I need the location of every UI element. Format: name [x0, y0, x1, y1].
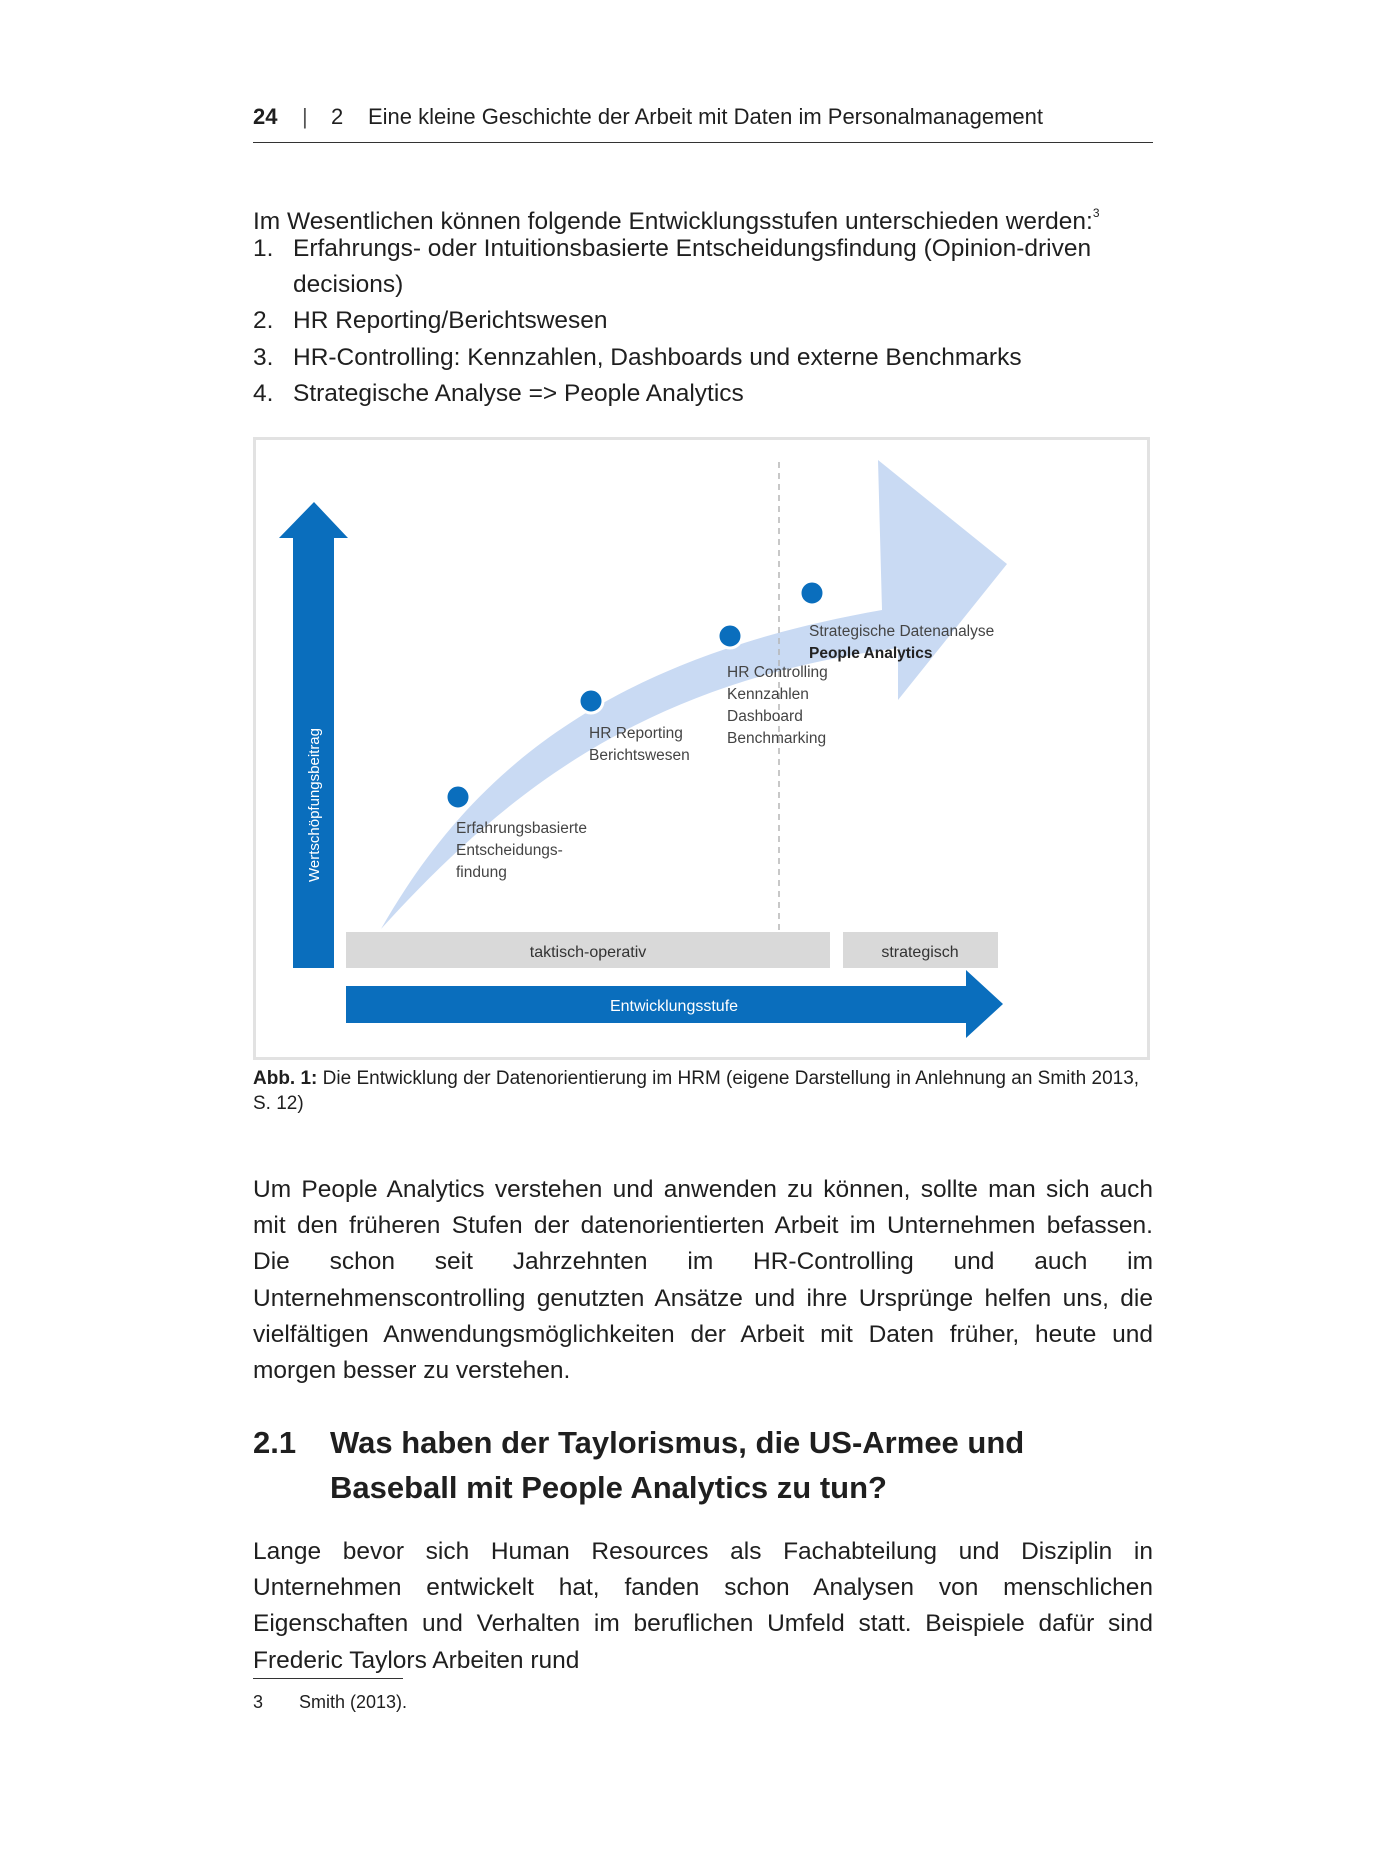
section-title: Was haben der Taylorismus, die US-Armee und Baseball mit People Analytics zu tun?	[330, 1425, 1025, 1505]
stage-2-label	[589, 725, 690, 764]
stage-point-2	[579, 689, 603, 713]
stage-3-label-line: Dashboard	[727, 708, 803, 725]
stage-point-3	[718, 624, 742, 648]
list-item	[253, 303, 1163, 339]
list-number: 2.	[253, 307, 274, 335]
footnote-rule	[253, 1678, 403, 1679]
header-separator: |	[302, 104, 308, 129]
stage-1-label	[456, 820, 591, 881]
chapter-number: 2	[331, 104, 344, 129]
footnote-number: 3	[253, 1692, 264, 1712]
stage-3-label-line: HR Controlling	[727, 664, 828, 681]
list-item	[253, 231, 1163, 303]
stage-3-label-line: Benchmarking	[727, 730, 827, 747]
list-number: 1.	[253, 235, 274, 262]
development-diagram	[256, 440, 1147, 1057]
body-paragraph: Lange bevor sich Human Resources als Fachabteilung und Disziplin in Unternehmen entwickelt hat, fanden schon Analysen von menschlichen Eigenschaften und Verhalten im beruflichen Umfeld statt. Beispiele dafür sind Frederic Taylors Arbeiten rund	[253, 1538, 1153, 1674]
x-axis-label: Entwicklungsstufe	[609, 998, 739, 1015]
stage-4-label-line: Strategische Datenanalyse	[809, 623, 995, 640]
stage-1-label-line: findung	[456, 864, 507, 881]
stage-1-label-line: Entscheidungs-	[456, 842, 563, 859]
body-paragraph: Um People Analytics verstehen und anwenden zu können, sollte man sich auch mit den früheren Stufen der datenorientierten Arbeit im Unternehmen befassen. Die schon seit Jahrzehnten im HR-Controlling und auch im Unternehmenscontrolling genutzten Ansätze und ihre Ursprünge helfen uns, die vielfältigen Anwendungsmöglichkeiten der Arbeit mit Daten früher, heute und morgen besser zu verstehen.	[253, 1176, 1153, 1385]
list-text: HR Reporting/Berichtswesen	[293, 307, 608, 335]
page-number: 24	[253, 104, 278, 129]
stage-1-label-line: Erfahrungsbasierte	[456, 820, 587, 837]
band-strategic-label: strategisch	[881, 944, 959, 961]
stage-3-label-line: Kennzahlen	[727, 686, 809, 703]
footnote-reference: 3	[1092, 206, 1100, 220]
band-tactical-label: taktisch-operativ	[529, 944, 647, 961]
stage-2-label-line: Berichtswesen	[589, 747, 690, 764]
list-number: 4.	[253, 379, 274, 407]
stage-point-4	[800, 581, 824, 605]
caption-text: Die Entwicklung der Datenorientierung im HRM (eigene Darstellung in Anlehnung an Smith 2013, S. 12)	[253, 1068, 1140, 1114]
list-text: HR-Controlling: Kennzahlen, Dashboards und externe Benchmarks	[293, 343, 1022, 371]
header-rule	[253, 142, 1153, 143]
stage-4-label-bold: People Analytics	[809, 645, 933, 662]
footnote-text: Smith (2013).	[299, 1692, 408, 1712]
stage-2-label-line: HR Reporting	[589, 725, 683, 742]
y-axis-label: Wertschöpfungsbeitrag	[306, 728, 323, 882]
list-item	[253, 340, 1163, 376]
chapter-title: Eine kleine Geschichte der Arbeit mit Daten im Personalmanagement	[368, 104, 1044, 129]
list-text: Erfahrungs- oder Intuitionsbasierte Entscheidungsfindung (Opinion-driven decisions)	[293, 235, 1092, 299]
stage-point-1	[446, 785, 470, 809]
figure-frame	[253, 437, 1150, 1060]
section-number: 2.1	[253, 1425, 297, 1460]
intro-sentence: Im Wesentlichen können folgende Entwicklungsstufen unterschieden werden:	[253, 208, 1093, 235]
stage-list	[253, 231, 1163, 412]
list-text: Strategische Analyse => People Analytics	[293, 379, 744, 407]
list-item	[253, 376, 1163, 412]
list-number: 3.	[253, 343, 274, 371]
running-header	[253, 104, 1153, 144]
figure-caption	[253, 1066, 1153, 1116]
caption-label: Abb. 1:	[253, 1068, 318, 1089]
